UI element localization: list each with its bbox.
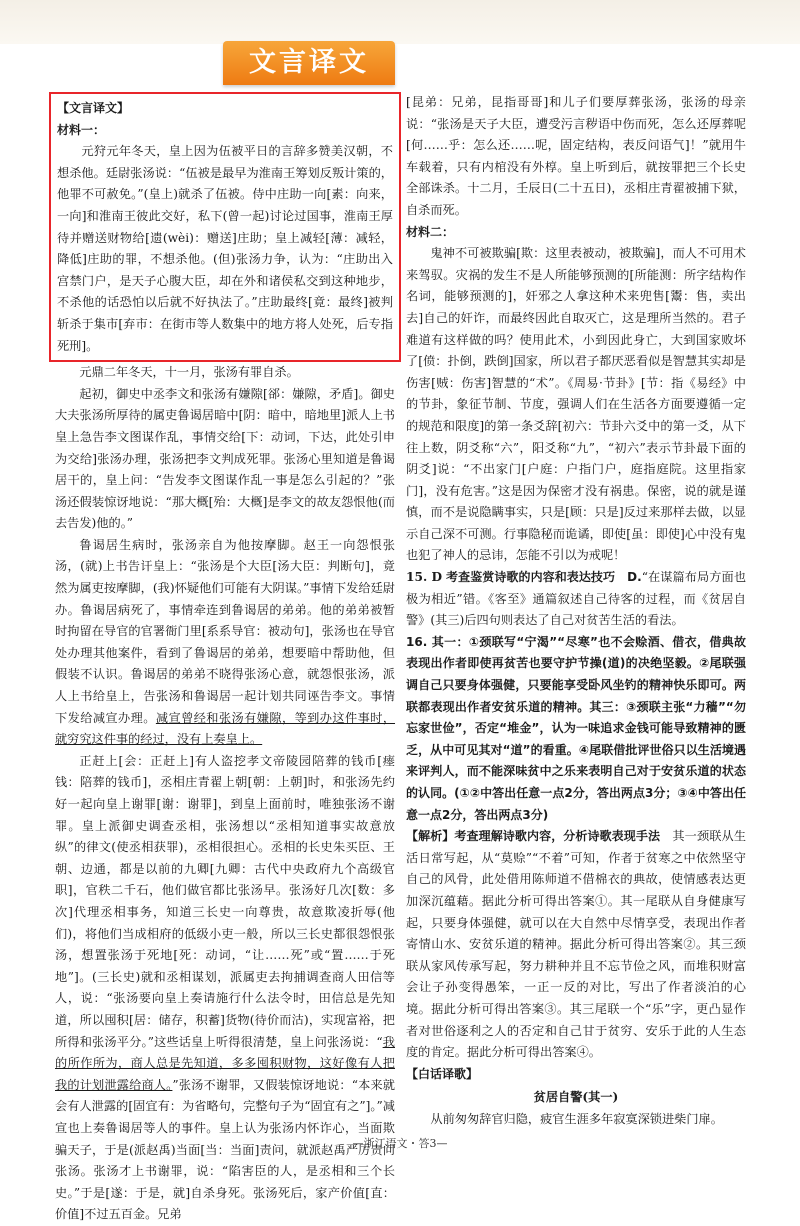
paragraph: 起初，御史中丞李文和张汤有嫌隙[郤：嫌隙，矛盾]。御史大夫张汤所厚待的属吏鲁谒居暗中[阴：暗中，暗地里]派人上书皇上急告李文图谋作乱，事情交给[下：动词，下达，此处引申为交给]张汤办理，张汤把李文判成死罪。张汤心里知道是鲁谒居干的，皇上问：“告发李文图谋作乱一事是怎么引起的？”张汤还假装惊讶地说：“那大概[殆：大概]是李文的故友怨恨他(而去告发)他的。”: [55, 386, 395, 531]
paragraph-text: ”张汤不谢罪，又假装惊讶地说：“本来就会有人泄露的[固宜有：为省略句，完整句子为“固宜有之”]。”减宣也上奏鲁谒居等人的事件。皇上认为张汤内怀诈心，当面欺骗天子，于是(派赵禹)当面[当：当面]责问，就派赵禹严厉责问张汤。张汤才上书谢罪，说：“陷害臣的人，是丞相和三个长史。”于是[遂：于是，就]自杀身死。张汤死后，家产价值[直：价值]不过五百金。兄弟: [55, 1077, 395, 1222]
highlight-box: [49, 92, 401, 362]
underlined-sentence: 减宣曾经和张汤有嫌隙，等到办这件事时，就穷究这件事的经过，没有上奏皇上。: [55, 710, 396, 747]
answer-16: [406, 632, 746, 826]
answer-text: 其一：①颈联写“宁渴”“尽寒”也不会赊酒、借衣，借典故表现出作者即使再贫苦也要守护节操(道)的决绝坚毅。②尾联强调自己只要身体强健，只要能享受卧风坐钓的精神快乐即可。两联都表现出作者安贫乐道的精神。其三：③颈联主张“力穑”“勿忘家世俭”，否定“堆金”，认为一味追求金钱可能导致精神的匮乏，从中可见其对“道”的看重。④尾联借批评世俗只以生活境遇来评判人，而不能深味贫中之乐来表明自己对于安贫乐道的状态的认同。(①②中答出任意一点2分，答出两点3分；③④中答出任意一点2分，答出两点3分): [406, 634, 746, 822]
section-banner: 文言译文: [223, 41, 395, 85]
poem-line: 从前匆匆辞官归隐，疲官生涯多年寂寞深锁进柴门扉。: [430, 1111, 723, 1126]
translation-heading: 【文言译文】: [57, 101, 130, 115]
analysis-label: 【解析】考查理解诗歌内容，分析诗歌表现手法: [406, 829, 661, 844]
right-column: [406, 92, 746, 1131]
paragraph-text: 正赶上[会：正赶上]有人盗挖孝文帝陵园陪葬的钱币[瘗钱：陪葬的钱币]，丞相庄青翟上朝[朝：上朝]时，和张汤先约好一起向皇上谢罪[谢：谢罪]，到皇上面前时，唯独张汤不谢罪。皇上派御史调查丞相，张汤想以“丞相知道事实故意放纵”的律文(使丞相获罪)，丞相很担心。丞相的长史朱买臣、王朝、边通，都是以前的九卿[九卿：古代中央政府九个高级官职]，官秩二千石，他们做官都比张汤早。张汤好几次[数：多次]代理丞相事务，知道三长史一向尊贵，故意欺凌折辱(他们)，将他们当成相府的低级小吏一般，所以三长史都很怨恨张汤，想置张汤于死地[死：动词，“让……死”或“置……于死地”]。(三长史)就和丞相谋划，派属吏去拘捕调查商人田信等人，说：“张汤要向皇上奏请施行什么法令时，田信总是先知道，所以囤积[居：储存，积蓄]货物(待价而沽)，实现富裕，把所得和张汤平分。”这些话皇上听得很清楚，皇上问张汤说：“: [55, 753, 395, 1049]
paragraph: 鬼神不可被欺骗[欺：这里表被动，被欺骗]，而人不可用术来驾驭。灾祸的发生不是人所能够预测的[所能测：所字结构作名词，能够预测的]，奸邪之人拿这种术来兜售[鬻：售，卖出去]自己的奸诈，而最终因此自取灭亡，这是理所当然的。君子难道有这样做的吗？使用此术，小到因此身亡，大到国家败坏了[偾：扑倒，跌倒]国家，所以君子都厌恶看似是智慧其实却是伤害[贼：伤害]智慧的“术”。《周易·节卦》[节：指《易经》中的节卦，象征节制、节度，强调人们在生活各方面要遵循一定的规范和限度]的第一条爻辞[初六：节卦六爻中的第一爻，从下往上数，阴爻称“六”，阳爻称“九”，“初六”表示节卦最下面的阴爻]说：“不出家门[户庭：户指门户，庭指庭院。这里指家门]，没有危害。”这是因为保密才没有祸患。保密，说的就是谨慎，而不是说隐瞒事实，只是[顾：只是]反过来那样去做，以显示自己深不可测。行事隐秘而诡谲，即使[虽：即使]心中没有鬼也犯了神人的忌讳，怎能不引以为戒呢！: [406, 246, 746, 563]
answer-key: 考查鉴赏诗歌的内容和表达技巧 D.: [446, 570, 642, 585]
material-one-label: 材料一：: [57, 122, 106, 137]
page-footer: —浙江语文・答3—: [352, 1137, 448, 1150]
left-column: [55, 92, 395, 1226]
answer-15: [406, 567, 746, 632]
paragraph: [昆弟：兄弟，昆指哥哥]和儿子们要厚葬张汤，张汤的母亲说：“张汤是天子大臣，遭受污言秽语中伤而死，怎么还厚葬呢[何……乎：怎么还……呢，固定结构，表反问语气]！”就用牛车载着，只有内棺没有外椁。皇上听到后，就按罪把三个长史全部诛杀。十二月，壬辰日(二十五日)，丞相庄青翟被捕下狱，自杀而死。: [406, 95, 746, 217]
top-bar: [0, 0, 800, 44]
boxed-paragraph: 元狩元年冬天，皇上因为伍被平日的言辞多赞美汉朝，不想杀他。廷尉张汤说：“伍被是最早为淮南王筹划反叛计策的，他罪不可赦免。”(皇上)就杀了伍被。侍中庄助一向[素：向来，一向]和淮南王彼此交好，私下(曾一起)讨论过国事，淮南王厚待并赠送财物给[遗(wèi)：赠送]庄助；皇上减轻[薄：减轻，降低]庄助的罪，不想杀他。(但)张汤力争，认为：“庄助出入宫禁门户，是天子心腹大臣，却在外和诸侯私交到这种地步，不杀他的话恐怕以后就不好执法了。”庄助最终[竟：最终]被判斩杀于集市[弃市：在街市等人数集中的地方将人处死，后专指死刑]。: [57, 144, 393, 353]
analysis: [406, 826, 746, 1064]
poem-title: 贫居自警(其一): [533, 1090, 619, 1105]
underlined-sentence: 我的所作所为，商人总是先知道，多多囤积财物，这好像有人把我的计划泄露给商人。: [55, 1034, 395, 1092]
paragraph: [55, 535, 395, 751]
paragraph: [55, 751, 395, 1226]
paragraph-text: 鲁谒居生病时，张汤亲自为他按摩脚。赵王一向怨恨张汤，(就)上书告讦皇上：“张汤是个大臣[汤大臣：判断句]，竟然为属吏按摩脚，(我)怀疑他们可能有大阴谋。”事情下发给廷尉办。鲁谒居病死了，事情牵连到鲁谒居的弟弟。他的弟弟被暂时拘留在导官的官署衙门里[系系导官：被动句]，张汤也在导官处办理其他案件，看到了鲁谒居的弟弟，想要暗中帮助他，但假装不认识。鲁谒居的弟弟不晓得张汤心意，就怨恨张汤，派人上书给皇上，告张汤和鲁谒居一起计划共同诬告李文。事情下发给减宣办理。: [55, 537, 395, 725]
question-number: 16.: [406, 634, 428, 649]
answer-text: “在谋篇布局方面也极为相近”错。《客至》通篇叙述自己待客的过程，而《贫居自警》(其三)后四句则表达了自己对贫苦生活的看法。: [406, 570, 747, 628]
material-two-label: 材料二：: [406, 224, 455, 239]
analysis-text: 其一颈联从生活日常写起，从“莫赊”“不着”可知，作者于贫寒之中依然坚守自己的风骨，此处借用陈师道不借棉衣的典故，使情感表达更加深沉蕴藉。据此分析可得出答案①。其一尾联从自身健康写起，只要身体强健，就可以在大自然中尽情享受，表现出作者寄情山水、安贫乐道的精神。据此分析可得出答案②。其三颈联从家风传承写起，努力耕种并且不忘节俭之风，而堆积财富会让子孙变得愚笨，一正一反的对比，写出了作者淡泊的心境。据此分析可得出答案③。其三尾联一个“乐”字，更凸显作者对世俗逐利之人的否定和自己甘于贫穷、安乐于此的人生态度的肯定。据此分析可得出答案④。: [406, 829, 747, 1060]
paragraph: 元鼎二年冬天，十一月，张汤有罪自杀。: [79, 365, 299, 380]
baihua-heading: 【白话译歌】: [406, 1066, 479, 1081]
question-number: 15. D: [406, 570, 443, 585]
